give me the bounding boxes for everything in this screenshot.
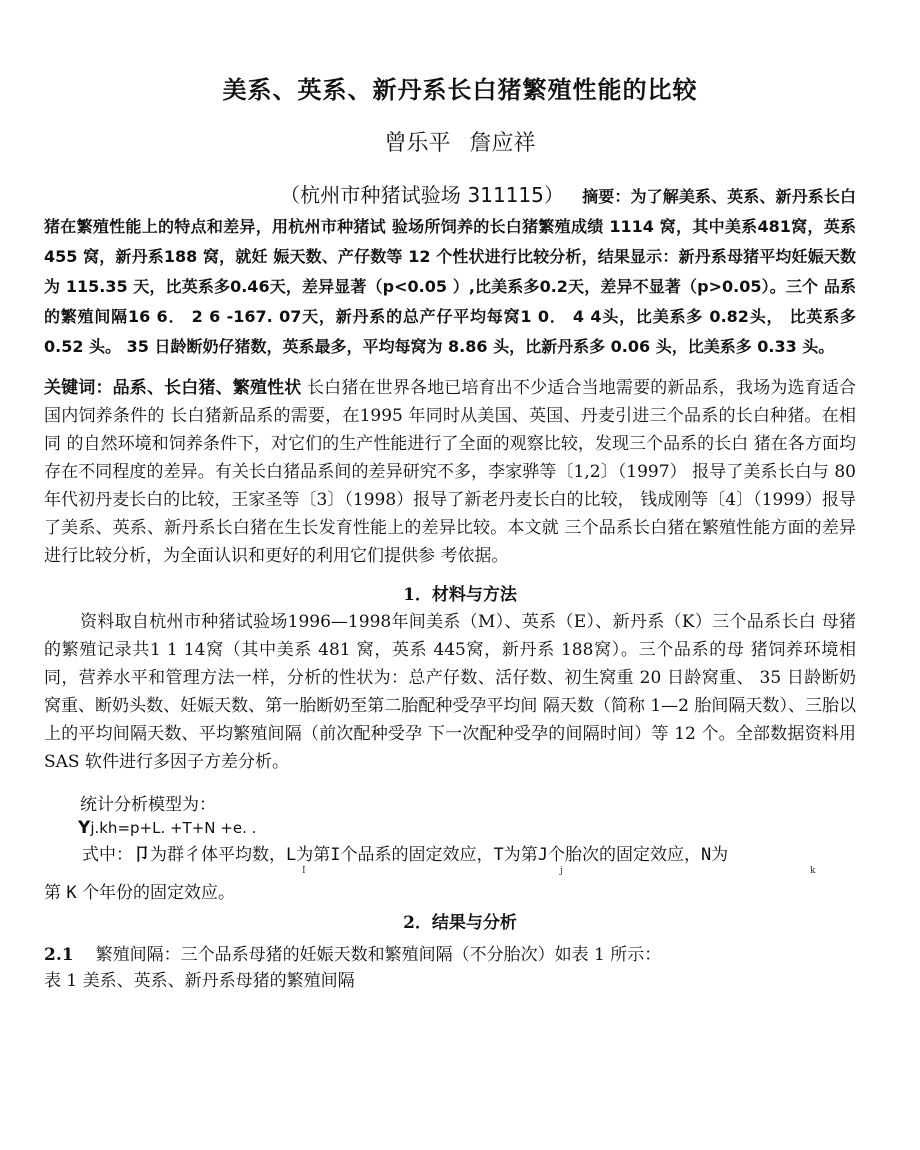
- formula-desc2-prefix: 第: [44, 883, 61, 903]
- formula-body: j.kh=p+L. +T+N +e. .: [90, 819, 257, 837]
- author-line: [0, 126, 920, 157]
- formula-desc-prefix: 式中：: [82, 845, 133, 865]
- introduction-text: 长白猪在世界各地已培育出不少适合当地需要的新品系，我场为选育适合国内饲养条件的 长白猪新品系的需要，在1995 年同时从美国、英国、丹麦引进三个品系的长白种猪。在相同 的自然环境和饲养条件下，对它们的生产性能进行了全面的观察比较，发现三个品系的长白 猪在各方面均存在不同程度的差异。有关长白猪品系间的差异研究不多，李家骅等〔1,2〕（1997） 报导了美系长白与 80 年代初丹麦长白的比较，王家圣等〔3〕（1998）报导了新老丹麦长白的比较， 钱成刚等〔4〕（1999）报导了美系、英系、新丹系长白猪在生长发育性能上的差异比较。本文就 三个品系长白猪在繁殖性能方面的差异进行比较分析，为全面认识和更好的利用它们提供参 考依据。: [44, 378, 857, 566]
- formula-description-cont: [44, 878, 235, 903]
- subsection-number: 2.1: [44, 945, 74, 965]
- paper-title: 美系、英系、新丹系长白猪繁殖性能的比较: [222, 76, 698, 104]
- author-name: 詹应祥: [469, 131, 536, 156]
- abstract-label: 摘要：: [582, 187, 631, 206]
- subsection-text: 繁殖间隔：三个品系母猪的妊娠天数和繁殖间隔（不分胎次）如表 1 所示：: [95, 945, 662, 965]
- formula-description: [82, 840, 728, 865]
- subsection-2-1: [44, 940, 661, 965]
- model-formula: [78, 818, 256, 838]
- methods-paragraph: 资料取自杭州市种猪试验场1996—1998年间美系（M）、英系（E）、新丹系（K）三个品系长白 母猪的繁殖记录共1 1 14窝（其中美系 481 窝，英系 445窝，新丹系 188窝）。三个品系的母 猪饲养环境相同，营养水平和管理方法一样，分析的性状为：总产仔数、活仔数、初生窝重 20 日龄窝重、 35 日龄断奶窝重、断奶头数、妊娠天数、第一胎断奶至第二胎配种受孕平均间 隔天数（简称 1—2 胎间隔天数）、三胎以上的平均间隔天数、平均繁殖间隔（前次配种受孕 下一次配种受孕的间隔时间）等 12 个。全部数据资料用 SAS 软件进行多因子方差分析。: [44, 612, 856, 772]
- abstract-paragraph: [44, 180, 856, 362]
- formula-y: Y: [78, 818, 91, 838]
- formula-desc-text: 为群彳体平均数，L为第I个品系的固定效应，T为第J个胎次的固定效应，N为: [150, 845, 729, 865]
- section-heading-methods: 1．材料与方法: [403, 585, 517, 605]
- introduction-paragraph: [44, 374, 856, 570]
- author-name: 曾乐平: [384, 131, 451, 156]
- formula-desc2-k: K: [66, 883, 77, 903]
- mu-symbol: 卩: [133, 845, 150, 865]
- keywords: 关键词：品系、长白猪、繁殖性状: [44, 378, 302, 398]
- subscript-k: k: [810, 866, 816, 876]
- model-label: 统计分析模型为：: [80, 795, 216, 815]
- abstract-text: 为了解美系、英系、新丹系长白猪在繁殖性能上的特点和差异，用杭州市种猪试 验场所饲养的长白猪繁殖成绩 1114 窝，其中美系481窝，英系455 窝，新丹系188 窝，就妊 娠天数、产仔数等 12 个性状进行比较分析，结果显示：新丹系母猪平均妊娠天数为 115.35 天，比英系多0.46天，差异显著（p<0.05 ）,比美系多0.2天，差异不显著（p>0.05）。三个 品系的繁殖间隔16 6． 2 6 -167. 07天，新丹系的总产仔平均每窝1 0． 4 4头，比美系多 0.82头， 比英系多 0.52 头。 35 日龄断奶仔猪数，英系最多，平均每窝为 8.86 头，比新丹系多 0.06 头，比美系多 0.33 头。: [44, 187, 856, 356]
- subscript-i: I: [302, 866, 306, 876]
- formula-desc2-text: 个年份的固定效应。: [82, 883, 236, 903]
- affiliation: （杭州市种猪试验场 311115）: [280, 183, 565, 207]
- section-heading-results: 2．结果与分析: [403, 913, 517, 933]
- table-caption: 表 1 美系、英系、新丹系母猪的繁殖间隔: [44, 971, 355, 991]
- subscript-j: j: [560, 866, 563, 876]
